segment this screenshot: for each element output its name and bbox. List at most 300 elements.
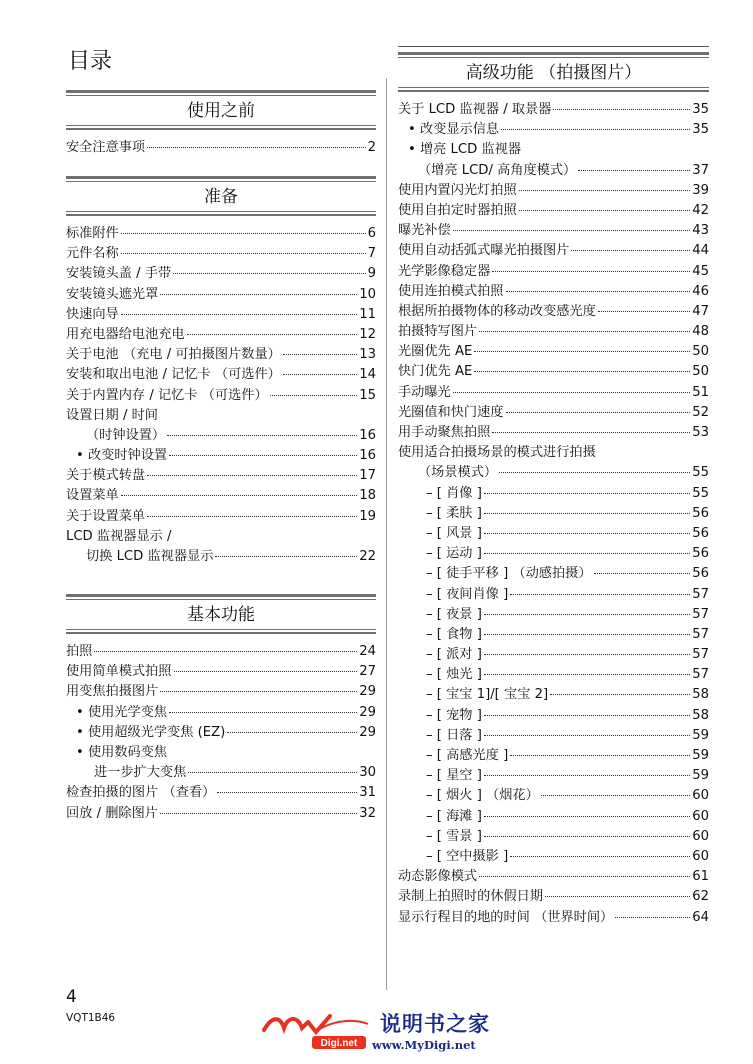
toc-entry-title: • 改变时钟设置: [76, 448, 168, 464]
dot-leader: [453, 392, 690, 393]
toc-entry-page: 45: [692, 263, 709, 279]
dot-leader: [484, 634, 690, 635]
column-divider: [386, 78, 387, 990]
dot-leader: [479, 876, 690, 877]
toc-entry-page: 29: [359, 704, 376, 720]
toc-entry-title: 快速向导: [66, 306, 119, 322]
toc-entry-title: – [ 烛光 ]: [426, 667, 482, 683]
dot-leader: [174, 671, 358, 672]
dot-leader: [94, 651, 357, 652]
toc-entry-page: 61: [692, 869, 709, 885]
toc-entry-title: – [ 空中摄影 ]: [426, 848, 509, 864]
section-header: [66, 176, 376, 216]
toc-entry-page: 52: [692, 404, 709, 420]
toc-entry-page: 50: [692, 344, 709, 360]
toc-entry[interactable]: [398, 100, 709, 120]
toc-entry-title: 手动曝光: [398, 384, 451, 400]
toc-entry[interactable]: [398, 585, 709, 605]
dot-leader: [545, 896, 690, 897]
toc-entry-page: 46: [692, 283, 709, 299]
toc-entry-title: – [ 雪景 ]: [426, 828, 482, 844]
toc-entry-page: 16: [359, 448, 376, 464]
toc-entry[interactable]: [398, 807, 709, 827]
dot-leader: [484, 553, 690, 554]
mydigi-logo-icon: [258, 1010, 370, 1056]
toc-entry-title: – [ 夜景 ]: [426, 606, 482, 622]
toc-entry-page: 57: [692, 647, 709, 663]
document-code: VQT1B46: [66, 1012, 116, 1024]
toc-entry-page: 16: [359, 427, 376, 443]
toc-entry-title: • 使用光学变焦: [76, 704, 168, 720]
toc-entry-page: 55: [692, 485, 709, 501]
toc-entry[interactable]: [66, 325, 376, 345]
toc-entry[interactable]: [398, 504, 709, 524]
toc-entry-title: – [ 柔肤 ]: [426, 505, 482, 521]
section-rule: [66, 599, 376, 600]
dot-leader: [188, 772, 357, 773]
toc-entry[interactable]: [398, 181, 709, 201]
toc-section: [66, 176, 376, 567]
toc-entry[interactable]: [66, 547, 376, 567]
toc-entry-title: 用充电器给电池充电: [66, 326, 185, 342]
toc-entry[interactable]: [398, 241, 709, 261]
dot-leader: [215, 556, 357, 557]
dot-leader: [227, 732, 357, 733]
toc-entry-title: 进一步扩大变焦: [94, 765, 187, 781]
toc-entry[interactable]: [66, 743, 376, 763]
section-title: 使用之前: [187, 101, 255, 121]
toc-entry[interactable]: [66, 783, 376, 803]
toc-entry-page: 15: [359, 387, 376, 403]
toc-entry-page: 31: [359, 785, 376, 801]
toc-entry[interactable]: [398, 605, 709, 625]
toc-entry-title: 拍摄特写图片: [398, 324, 478, 340]
logo-mark-sub: Digi.net: [320, 1038, 358, 1049]
toc-entry-page: 13: [359, 347, 376, 363]
dot-leader: [553, 109, 690, 110]
toc-entry[interactable]: [66, 224, 376, 244]
toc-entry-page: 57: [692, 667, 709, 683]
toc-entry-page: 7: [367, 246, 376, 262]
logo-text: 说明书之家: [380, 1011, 490, 1036]
dot-leader: [484, 493, 690, 494]
toc-entry-page: 47: [692, 303, 709, 319]
toc-entry[interactable]: [398, 140, 709, 160]
toc-entry[interactable]: [398, 201, 709, 221]
section-header: [398, 52, 709, 92]
toc-entry[interactable]: [398, 706, 709, 726]
toc-entry-title: – [ 宠物 ]: [426, 707, 482, 723]
toc-entry[interactable]: [398, 726, 709, 746]
toc-entry-page: 50: [692, 364, 709, 380]
toc-entry-title: 使用内置闪光灯拍照: [398, 182, 517, 198]
toc-entry-title: （场景模式）: [418, 465, 498, 481]
section-rule: [398, 87, 709, 88]
toc-entry-title: （时钟设置）: [86, 427, 166, 443]
toc-entry-title: 安装和取出电池 / 记忆卡 （可选件）: [66, 367, 281, 383]
toc-entry[interactable]: [398, 262, 709, 282]
toc-entry-page: 24: [359, 644, 376, 659]
toc-entry-page: 43: [692, 223, 709, 239]
toc-entry-title: • 使用数码变焦: [76, 744, 168, 760]
section-rule: [398, 52, 709, 55]
toc-section: [398, 52, 709, 928]
toc-entry-page: 53: [692, 425, 709, 440]
toc-entry[interactable]: [398, 847, 709, 867]
toc-entry[interactable]: [66, 723, 376, 743]
toc-entry-title: 光圈优先 AE: [398, 344, 473, 360]
toc-entry[interactable]: [66, 446, 376, 466]
dot-leader: [484, 735, 690, 736]
toc-entry-list: [66, 138, 376, 158]
toc-entry[interactable]: [398, 120, 709, 140]
dot-leader: [160, 813, 357, 814]
toc-entry-title: 使用简单模式拍照: [66, 664, 172, 680]
toc-entry[interactable]: [66, 527, 376, 547]
dot-leader: [484, 836, 690, 837]
dot-leader: [578, 170, 690, 171]
toc-entry[interactable]: [66, 386, 376, 406]
dot-leader: [474, 371, 690, 372]
toc-entry-title: – [ 派对 ]: [426, 647, 482, 663]
toc-entry[interactable]: [398, 786, 709, 806]
toc-entry[interactable]: [66, 466, 376, 486]
toc-entry[interactable]: [398, 342, 709, 362]
dot-leader: [484, 513, 690, 514]
dot-leader: [160, 691, 357, 692]
toc-entry-title: LCD 监视器显示 /: [66, 528, 172, 544]
toc-entry-title: 根据所拍摄物体的移动改变感光度: [398, 303, 596, 319]
top-rule: [398, 46, 709, 47]
toc-entry-page: 29: [359, 684, 376, 700]
toc-entry-page: 18: [359, 488, 376, 504]
toc-entry[interactable]: [66, 406, 376, 426]
toc-entry-page: 29: [359, 724, 376, 740]
toc-entry-page: 51: [692, 384, 709, 400]
section-rule: [66, 632, 376, 634]
page-number: 4: [66, 987, 77, 1007]
toc-entry-page: 57: [692, 586, 709, 602]
dot-leader: [147, 516, 357, 517]
toc-entry-title: – [ 夜间肖像 ]: [426, 586, 509, 602]
toc-entry-title: 使用连拍模式拍照: [398, 283, 504, 299]
toc-entry-page: 60: [692, 788, 709, 804]
toc-entry[interactable]: [398, 645, 709, 665]
toc-entry-page: 10: [359, 286, 376, 302]
toc-entry-page: 32: [359, 805, 376, 821]
toc-entry-title: – [ 日落 ]: [426, 727, 482, 743]
dot-leader: [501, 129, 690, 130]
toc-entry-title: – [ 烟火 ] （烟花）: [426, 788, 539, 804]
toc-entry[interactable]: [398, 544, 709, 564]
toc-entry[interactable]: [66, 244, 376, 264]
toc-entry-page: 56: [692, 505, 709, 521]
dot-leader: [492, 271, 690, 272]
toc-entry-title: – [ 徒手平移 ] （动感拍摄）: [426, 566, 592, 582]
toc-entry-page: 55: [692, 465, 709, 481]
toc-entry-title: 关于 LCD 监视器 / 取景器: [398, 102, 552, 117]
toc-entry-title: 关于设置菜单: [66, 508, 146, 524]
dot-leader: [615, 917, 690, 918]
dot-leader: [474, 351, 690, 352]
toc-entry[interactable]: [398, 322, 709, 342]
section-rule: [398, 57, 709, 58]
toc-entry-page: 39: [692, 182, 709, 198]
toc-entry[interactable]: [398, 564, 709, 584]
toc-entry-title: 安装镜头盖 / 手带: [66, 266, 172, 282]
toc-entry-page: 14: [359, 367, 376, 383]
section-rule: [66, 90, 376, 93]
toc-entry-page: 56: [692, 566, 709, 582]
dot-leader: [270, 395, 358, 396]
dot-leader: [160, 294, 357, 295]
toc-entry[interactable]: [398, 161, 709, 181]
dot-leader: [510, 755, 690, 756]
toc-entry-page: 35: [692, 102, 709, 117]
section-title: 准备: [204, 187, 238, 207]
toc-entry-title: 关于模式转盘: [66, 468, 146, 484]
toc-entry-title: 光学影像稳定器: [398, 263, 491, 279]
toc-entry[interactable]: [66, 703, 376, 723]
toc-entry[interactable]: [398, 443, 709, 463]
dot-leader: [121, 314, 357, 315]
toc-entry-title: – [ 风景 ]: [426, 525, 482, 541]
dot-leader: [510, 594, 690, 595]
toc-entry[interactable]: [398, 383, 709, 403]
dot-leader: [147, 475, 357, 476]
toc-entry[interactable]: [398, 908, 709, 928]
toc-entry-title: 光圈值和快门速度: [398, 404, 504, 420]
section-rule: [66, 629, 376, 630]
toc-entry-title: • 使用超级光学变焦 (EZ): [76, 724, 226, 740]
toc-entry-page: 56: [692, 546, 709, 562]
dot-leader: [283, 354, 357, 355]
toc-entry[interactable]: [398, 484, 709, 504]
toc-entry[interactable]: [66, 804, 376, 824]
section-rule: [66, 128, 376, 130]
toc-entry-page: 2: [367, 140, 376, 155]
toc-entry-title: 安装镜头遮光罩: [66, 286, 159, 302]
toc-entry-page: 42: [692, 202, 709, 218]
toc-entry-page: 60: [692, 808, 709, 824]
section-rule: [398, 90, 709, 92]
toc-entry-title: • 增亮 LCD 监视器: [408, 142, 522, 158]
toc-entry[interactable]: [66, 662, 376, 682]
toc-entry-title: 用变焦拍摄图片: [66, 684, 159, 700]
toc-entry-page: 17: [359, 468, 376, 484]
toc-entry[interactable]: [66, 285, 376, 305]
toc-entry-page: 58: [692, 707, 709, 723]
dot-leader: [283, 374, 357, 375]
section-header: [66, 594, 376, 634]
dot-leader: [187, 334, 358, 335]
toc-entry-page: 59: [692, 727, 709, 743]
toc-entry[interactable]: [398, 746, 709, 766]
toc-entry-title: 关于内置内存 / 记忆卡 （可选件）: [66, 387, 268, 403]
toc-entry-page: 11: [359, 306, 376, 322]
toc-entry[interactable]: [66, 305, 376, 325]
toc-entry-page: 35: [692, 122, 709, 138]
toc-entry[interactable]: [398, 282, 709, 302]
toc-entry[interactable]: [398, 625, 709, 645]
section-rule: [66, 176, 376, 179]
dot-leader: [484, 715, 690, 716]
toc-entry-page: 57: [692, 606, 709, 622]
toc-entry[interactable]: [398, 766, 709, 786]
toc-entry-page: 60: [692, 848, 709, 864]
toc-entry[interactable]: [398, 665, 709, 685]
dot-leader: [484, 674, 690, 675]
toc-entry-page: 60: [692, 828, 709, 844]
dot-leader: [169, 712, 357, 713]
section-rule: [66, 181, 376, 182]
toc-entry-page: 48: [692, 324, 709, 340]
dot-leader: [169, 455, 357, 456]
dot-leader: [594, 573, 691, 574]
dot-leader: [506, 291, 691, 292]
toc-entry-title: 安全注意事项: [66, 140, 146, 155]
toc-entry-page: 9: [367, 266, 376, 282]
toc-entry-page: 59: [692, 768, 709, 784]
toc-entry[interactable]: [66, 642, 376, 662]
toc-entry-list: [66, 224, 376, 567]
toc-entry-page: 62: [692, 889, 709, 905]
section-rule: [66, 95, 376, 96]
section-rule: [66, 211, 376, 212]
toc-entry[interactable]: [398, 524, 709, 544]
toc-entry-title: 检查拍摄的图片 （查看）: [66, 785, 216, 801]
dot-leader: [167, 435, 357, 436]
logo-url[interactable]: www.MyDigi.net: [372, 1038, 476, 1052]
page-title: 目录: [68, 49, 113, 74]
toc-entry-title: 动态影像模式: [398, 869, 478, 885]
toc-entry-title: 曝光补偿: [398, 223, 451, 239]
toc-entry-page: 19: [359, 508, 376, 524]
section-rule: [66, 214, 376, 216]
toc-entry[interactable]: [66, 682, 376, 702]
toc-section: [66, 90, 376, 158]
dot-leader: [506, 412, 691, 413]
toc-entry-title: 设置日期 / 时间: [66, 407, 158, 423]
dot-leader: [484, 816, 690, 817]
toc-entry-title: 快门优先 AE: [398, 364, 473, 380]
section-rule: [66, 594, 376, 597]
dot-leader: [541, 795, 690, 796]
toc-entry[interactable]: [66, 138, 376, 158]
dot-leader: [550, 694, 690, 695]
toc-entry-title: 用手动聚焦拍照: [398, 425, 491, 440]
toc-entry-title: – [ 高感光度 ]: [426, 748, 509, 763]
toc-entry-page: 57: [692, 626, 709, 642]
toc-entry[interactable]: [398, 827, 709, 847]
dot-leader: [479, 331, 690, 332]
toc-entry[interactable]: [66, 763, 376, 783]
toc-entry[interactable]: [66, 486, 376, 506]
dot-leader: [519, 210, 691, 211]
toc-entry[interactable]: [66, 426, 376, 446]
dot-leader: [147, 147, 365, 148]
toc-entry-title: 回放 / 删除图片: [66, 805, 158, 821]
dot-leader: [484, 614, 690, 615]
toc-entry[interactable]: [398, 302, 709, 322]
section-header: [66, 90, 376, 130]
toc-entry[interactable]: [398, 463, 709, 483]
toc-entry-title: 录制上拍照时的休假日期: [398, 889, 544, 905]
dot-leader: [492, 432, 690, 433]
toc-entry-title: – [ 星空 ]: [426, 768, 482, 784]
toc-entry-page: 6: [367, 226, 376, 241]
toc-entry-title: – [ 宝宝 1]/[ 宝宝 2]: [426, 687, 549, 703]
toc-entry-page: 56: [692, 525, 709, 541]
dot-leader: [598, 311, 690, 312]
dot-leader: [217, 792, 357, 793]
toc-entry-page: 37: [692, 162, 709, 178]
toc-entry-title: • 改变显示信息: [408, 122, 500, 138]
toc-entry[interactable]: [66, 264, 376, 284]
toc-entry-page: 27: [359, 664, 376, 680]
toc-entry[interactable]: [398, 362, 709, 382]
dot-leader: [173, 273, 365, 274]
toc-entry[interactable]: [66, 345, 376, 365]
toc-entry-title: 显示行程目的地的时间 （世界时间）: [398, 909, 614, 925]
toc-entry-title: 设置菜单: [66, 488, 119, 504]
toc-entry-title: – [ 肖像 ]: [426, 485, 482, 501]
toc-entry[interactable]: [398, 403, 709, 423]
toc-entry-page: 59: [692, 748, 709, 763]
toc-entry-title: 元件名称: [66, 246, 119, 262]
toc-entry[interactable]: [66, 507, 376, 527]
toc-entry-page: 30: [359, 765, 376, 781]
dot-leader: [484, 533, 690, 534]
toc-entry-title: – [ 食物 ]: [426, 626, 482, 642]
dot-leader: [519, 190, 691, 191]
dot-leader: [499, 472, 690, 473]
toc-entry-title: – [ 海滩 ]: [426, 808, 482, 824]
toc-entry[interactable]: [398, 685, 709, 705]
dot-leader: [571, 250, 690, 251]
toc-section: [66, 594, 376, 824]
toc-entry[interactable]: [398, 221, 709, 241]
toc-entry-page: 12: [359, 326, 376, 342]
toc-entry-list: [398, 100, 709, 928]
section-title: 高级功能 （拍摄图片）: [465, 63, 642, 83]
toc-entry-title: 拍照: [66, 644, 93, 659]
dot-leader: [121, 253, 366, 254]
toc-entry-title: 标准附件: [66, 226, 119, 241]
dot-leader: [121, 233, 366, 234]
toc-entry[interactable]: [398, 423, 709, 443]
toc-entry[interactable]: [398, 887, 709, 907]
toc-entry[interactable]: [398, 867, 709, 887]
dot-leader: [484, 775, 690, 776]
toc-entry-title: 使用自动括弧式曝光拍摄图片: [398, 243, 570, 259]
toc-entry[interactable]: [66, 365, 376, 385]
site-logo[interactable]: [258, 1010, 498, 1056]
toc-entry-page: 44: [692, 243, 709, 259]
dot-leader: [510, 856, 690, 857]
toc-entry-page: 58: [692, 687, 709, 703]
dot-leader: [121, 495, 357, 496]
toc-entry-title: （增亮 LCD/ 高角度模式）: [418, 162, 577, 178]
dot-leader: [484, 654, 690, 655]
toc-entry-title: – [ 运动 ]: [426, 546, 482, 562]
toc-entry-title: 使用适合拍摄场景的模式进行拍摄: [398, 445, 596, 461]
toc-entry-page: 22: [359, 549, 376, 564]
toc-entry-page: 64: [692, 909, 709, 925]
toc-entry-title: 关于电池 （充电 / 可拍摄图片数量）: [66, 347, 281, 363]
toc-entry-title: 使用自拍定时器拍照: [398, 202, 517, 218]
toc-entry-title: 切换 LCD 监视器显示: [86, 549, 214, 564]
